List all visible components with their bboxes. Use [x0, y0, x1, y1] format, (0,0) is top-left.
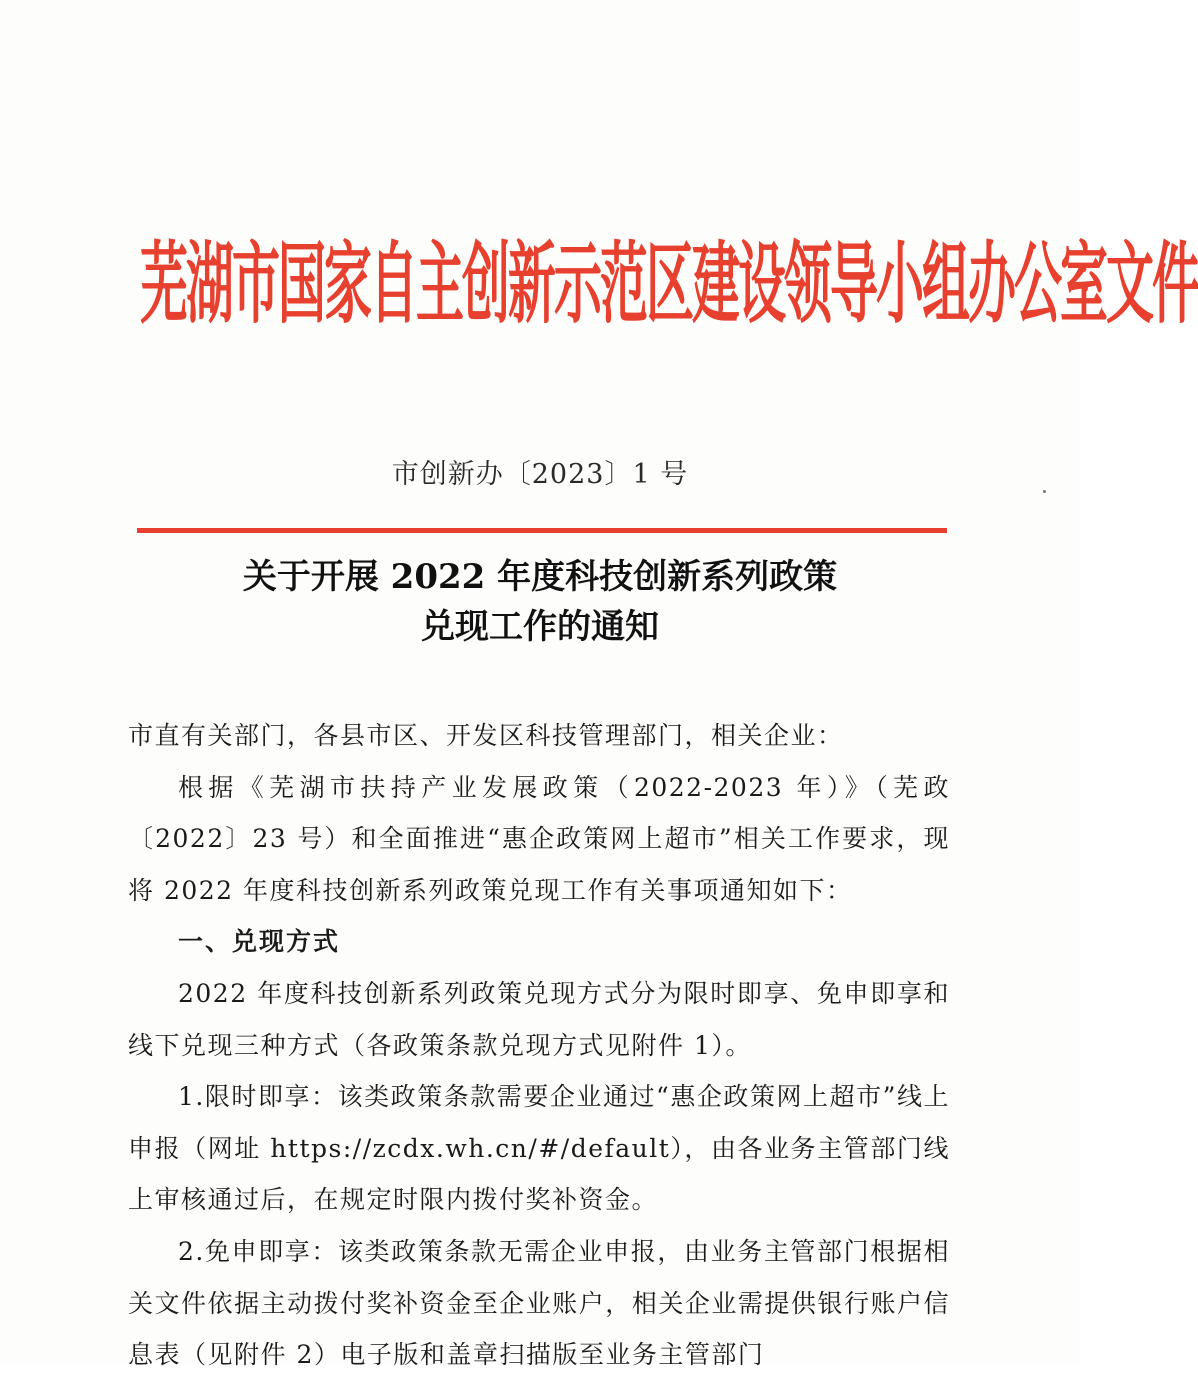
document-number: 市创新办〔2023〕1 号 [391, 459, 689, 490]
notice-title-line-1: 关于开展 2022 年度科技创新系列政策 [242, 557, 838, 597]
notice-body [128, 710, 950, 1381]
paragraph-methods: 2022 年度科技创新系列政策兑现方式分为限时即享、免申即享和线下兑现三种方式（各政策条款兑现方式见附件 1）。 [128, 978, 950, 1060]
red-separator-line [137, 528, 947, 533]
paragraph-no-application: 2.免申即享：该类政策条款无需企业申报，由业务主管部门根据相关文件依据主动拨付奖补资金至企业账户，相关企业需提供银行账户信息表（见附件 2）电子版和盖章扫描版至业务主管部门 [128, 1236, 950, 1370]
paragraph-limited-time: 1.限时即享：该类政策条款需要企业通过“惠企政策网上超市”线上申报（网址 https://zcdx.wh.cn/#/default），由各业务主管部门线上审核通过后，在规定时限内拨付奖补资金。 [128, 1082, 950, 1215]
addressee-line: 市直有关部门，各县市区、开发区科技管理部门，相关企业： [128, 721, 844, 750]
notice-title-line-2: 兑现工作的通知 [421, 607, 659, 647]
notice-title [0, 552, 1080, 652]
scan-speck [1043, 490, 1046, 493]
document-header-title: 芜湖市国家自主创新示范区建设领导小组办公室文件 [140, 233, 1198, 337]
paragraph-intro: 根据《芜湖市扶持产业发展政策（2022-2023 年）》（芜政〔2022〕23 号）和全面推进“惠企政策网上超市”相关工作要求，现将 2022 年度科技创新系列政策兑现工作有关事项通知如下： [128, 772, 950, 905]
section-heading-1: 一、兑现方式 [178, 927, 341, 957]
